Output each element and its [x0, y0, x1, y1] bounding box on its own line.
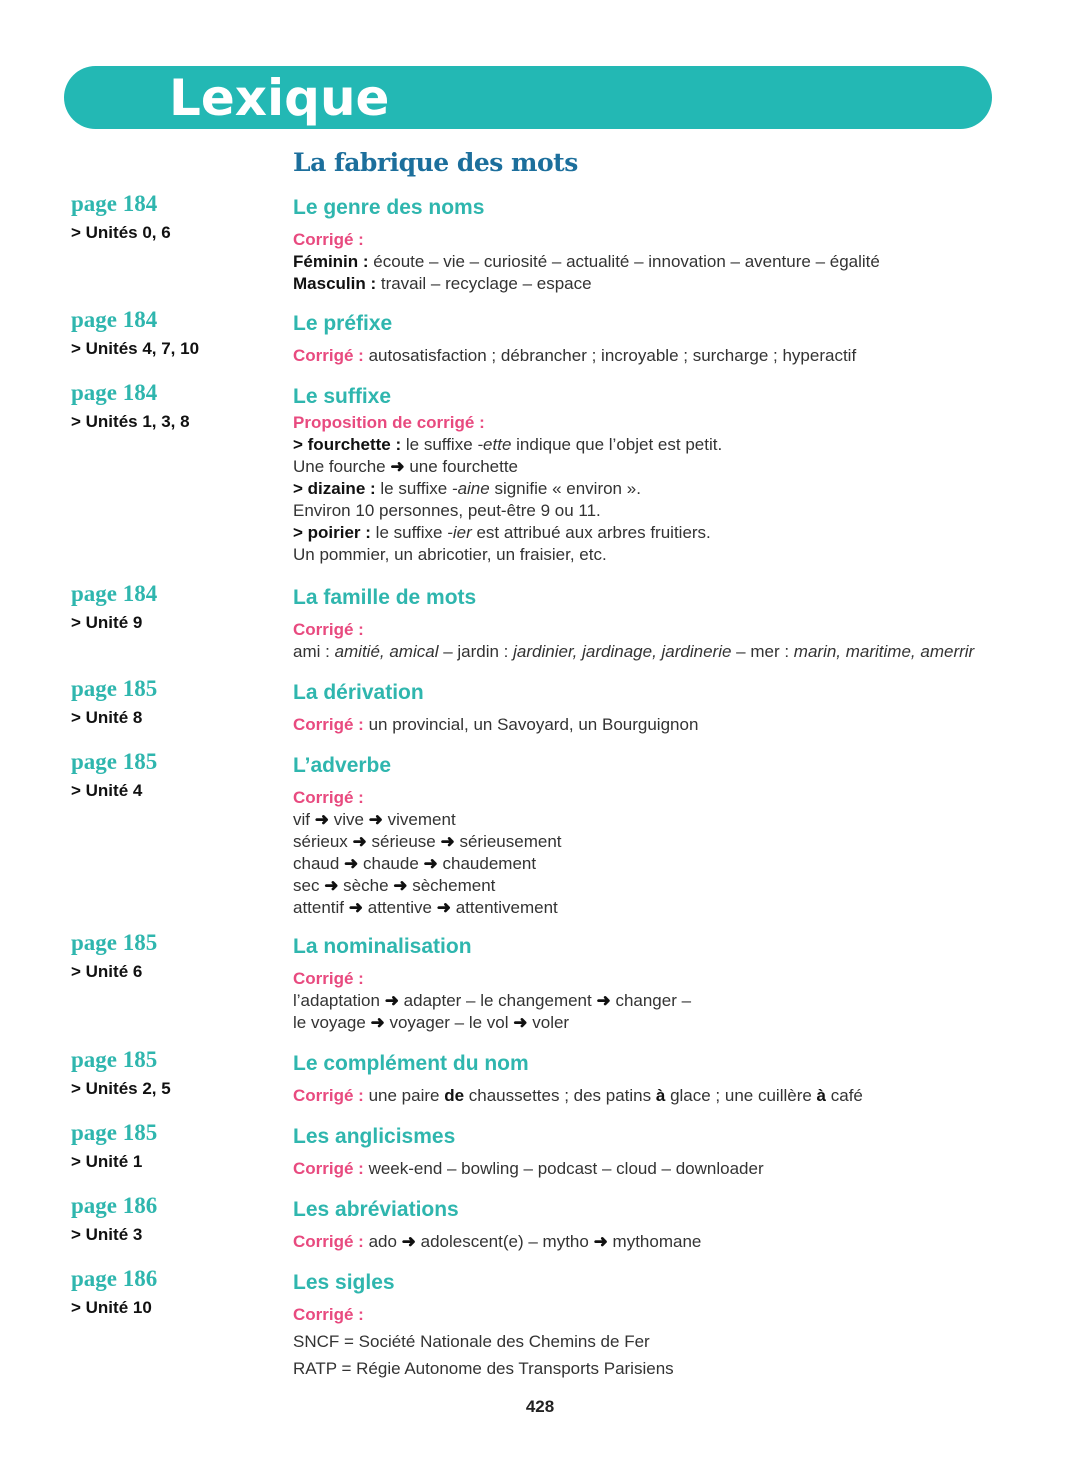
answer-text: sérieusement	[454, 832, 562, 851]
exercise-title: Les sigles	[293, 1271, 395, 1294]
answer-text: le voyage	[293, 1013, 371, 1032]
answer-text: – mer :	[731, 642, 794, 661]
exercise-content	[293, 1270, 1033, 1380]
answer-text: travail – recyclage – espace	[376, 274, 592, 293]
corrige-label: Corrigé :	[293, 230, 364, 249]
page-reference: page 186	[71, 1266, 158, 1291]
answer-line	[293, 1304, 1033, 1326]
answer-text: le suffixe	[401, 435, 478, 454]
answer-line	[293, 619, 1033, 641]
answer-text: attentif	[293, 898, 349, 917]
page-number: 428	[525, 1397, 555, 1416]
exercise-content	[293, 1197, 1033, 1253]
exercise-title: Le préfixe	[293, 312, 393, 335]
answer-line	[293, 714, 1033, 736]
answer-line	[293, 990, 1033, 1012]
corrige-label: Corrigé :	[293, 1232, 364, 1251]
page-reference: page 185	[71, 749, 158, 774]
arrow-icon: ➜	[390, 457, 405, 476]
answer-text: attentive	[363, 898, 437, 917]
answer-text: voyager – le vol	[384, 1013, 514, 1032]
arrow-icon: ➜	[401, 1232, 416, 1251]
corrige-label: Corrigé :	[293, 1159, 364, 1178]
answer-line	[293, 787, 1033, 809]
units-reference: > Unité 3	[71, 1225, 143, 1244]
answer-text: -ette	[477, 435, 512, 454]
answer-body	[293, 714, 1033, 736]
exercise-content	[293, 585, 1033, 663]
exercise-content	[293, 384, 1033, 566]
page-reference: page 184	[71, 191, 158, 216]
exercise-title: Le complément du nom	[293, 1052, 529, 1075]
answer-line	[293, 1085, 1033, 1107]
answer-line	[293, 544, 1033, 566]
answer-line	[293, 412, 1033, 434]
answer-text: une fourchette	[404, 457, 519, 476]
answer-text: Féminin :	[293, 252, 369, 271]
answer-text: est attribué aux arbres fruitiers.	[471, 523, 711, 542]
answer-line	[293, 434, 1033, 456]
exercise-content	[293, 311, 1033, 367]
corrige-label: Corrigé :	[293, 1305, 364, 1324]
answer-line	[293, 853, 1033, 875]
answer-line	[293, 875, 1033, 897]
answer-body	[293, 412, 1033, 566]
answer-body	[293, 345, 1033, 367]
answer-text: le suffixe	[370, 523, 448, 542]
answer-body	[293, 229, 1033, 295]
answer-text: Masculin :	[293, 274, 377, 293]
units-reference: > Unité 9	[71, 613, 143, 632]
answer-text: adapter – le changement	[398, 991, 597, 1010]
answer-text: autosatisfaction ; débrancher ; incroyable ; surcharge ; hyperactif	[363, 346, 857, 365]
answer-text: marin, maritime, amerrir	[793, 642, 975, 661]
answer-text: -ier	[447, 523, 472, 542]
arrow-icon: ➜	[352, 832, 367, 851]
answer-text: > poirier :	[293, 523, 371, 542]
answer-text: écoute – vie – curiosité – actualité – innovation – aventure – égalité	[368, 252, 880, 271]
units-reference: > Unités 2, 5	[71, 1079, 171, 1098]
corrige-label: Corrigé :	[293, 1086, 364, 1105]
answer-line	[293, 809, 1033, 831]
page-reference: page 185	[71, 1047, 158, 1072]
answer-text: – jardin :	[438, 642, 514, 661]
arrow-icon: ➜	[368, 810, 383, 829]
answer-text: à	[816, 1086, 827, 1105]
exercise-content	[293, 195, 1033, 295]
answer-line	[293, 478, 1033, 500]
units-reference: > Unité 6	[71, 962, 143, 981]
answer-text: changer –	[610, 991, 692, 1010]
units-reference: > Unités 4, 7, 10	[71, 339, 200, 358]
answer-text: signifie « environ ».	[489, 479, 641, 498]
exercise-title: L’adverbe	[293, 754, 392, 777]
answer-line	[293, 1158, 1033, 1180]
arrow-icon: ➜	[370, 1013, 385, 1032]
answer-text: un provincial, un Savoyard, un Bourguignon	[363, 715, 699, 734]
arrow-icon: ➜	[440, 832, 455, 851]
arrow-icon: ➜	[344, 854, 359, 873]
page-reference: page 184	[71, 581, 158, 606]
answer-text: vive	[328, 810, 369, 829]
page-reference: page 185	[71, 930, 158, 955]
answer-text: sérieuse	[366, 832, 441, 851]
answer-text: > dizaine :	[293, 479, 376, 498]
units-reference: > Unité 10	[71, 1298, 152, 1317]
exercise-content	[293, 934, 1033, 1034]
arrow-icon: ➜	[314, 810, 329, 829]
units-reference: > Unités 0, 6	[71, 223, 171, 242]
answer-text: Environ 10 personnes, peut-être 9 ou 11.	[293, 501, 601, 520]
exercise-title: Les abréviations	[293, 1198, 459, 1221]
answer-text: jardinier, jardinage, jardinerie	[513, 642, 732, 661]
page-reference: page 185	[71, 1120, 158, 1145]
corrige-label: Corrigé :	[293, 346, 364, 365]
answer-text: mythomane	[607, 1232, 702, 1251]
exercise-content	[293, 1051, 1033, 1107]
corrige-label: Corrigé :	[293, 788, 364, 807]
answer-body	[293, 1231, 1033, 1253]
answer-body	[293, 1304, 1033, 1380]
answer-text: amitié, amical	[334, 642, 439, 661]
answer-line	[293, 273, 1033, 295]
answer-text: adolescent(e) – mytho	[415, 1232, 594, 1251]
answer-text: ami :	[293, 642, 335, 661]
answer-text: sec	[293, 876, 325, 895]
exercise-title: La nominalisation	[293, 935, 472, 958]
answer-text: sèchement	[407, 876, 496, 895]
answer-body	[293, 968, 1033, 1034]
answer-text: vif	[293, 810, 315, 829]
answer-text: sérieux	[293, 832, 353, 851]
corrige-label: Proposition de corrigé :	[293, 413, 485, 432]
answer-text: voler	[527, 1013, 570, 1032]
answer-text: l’adaptation	[293, 991, 385, 1010]
answer-line	[293, 897, 1033, 919]
arrow-icon: ➜	[393, 876, 408, 895]
page-reference: page 184	[71, 380, 158, 405]
exercise-content	[293, 680, 1033, 736]
arrow-icon: ➜	[348, 898, 364, 917]
answer-line	[293, 641, 1033, 663]
page-reference: page 185	[71, 676, 158, 701]
arrow-icon: ➜	[384, 991, 399, 1010]
answer-line	[293, 1231, 1033, 1253]
exercise-content	[293, 753, 1033, 919]
units-reference: > Unité 8	[71, 708, 143, 727]
answer-body	[293, 787, 1033, 919]
arrow-icon: ➜	[436, 898, 451, 917]
page-reference: page 184	[71, 307, 158, 332]
answer-text: glace ; une cuillère	[665, 1086, 817, 1105]
answer-text: Une fourche	[293, 457, 391, 476]
answer-text: sèche	[338, 876, 394, 895]
answer-line	[293, 251, 1033, 273]
answer-line	[293, 456, 1033, 478]
answer-text: une paire	[363, 1086, 445, 1105]
answer-text: vivement	[382, 810, 456, 829]
exercise-title: Le suffixe	[293, 385, 392, 408]
answer-text: chaussettes ; des patins	[464, 1086, 656, 1105]
answer-text: ado	[363, 1232, 402, 1251]
units-reference: > Unités 1, 3, 8	[71, 412, 190, 431]
answer-text: à	[655, 1086, 666, 1105]
corrige-label: Corrigé :	[293, 969, 364, 988]
answer-body	[293, 619, 1033, 663]
answer-line	[293, 345, 1033, 367]
answer-line	[293, 1012, 1033, 1034]
answer-text: > fourchette :	[293, 435, 402, 454]
answer-text: chaud	[293, 854, 345, 873]
answer-text: RATP = Régie Autonome des Transports Parisiens	[293, 1359, 674, 1378]
exercise-content	[293, 1124, 1033, 1180]
answer-text: -aine	[451, 479, 490, 498]
answer-line	[293, 229, 1033, 251]
answer-text: chaude	[358, 854, 424, 873]
units-reference: > Unité 4	[71, 781, 143, 800]
chapter-title: Lexique	[169, 69, 390, 127]
answer-text: attentivement	[450, 898, 558, 917]
arrow-icon: ➜	[423, 854, 438, 873]
answer-text: indique que l’objet est petit.	[511, 435, 723, 454]
answer-line	[293, 831, 1033, 853]
section-subtitle: La fabrique des mots	[293, 148, 578, 177]
answer-body	[293, 1085, 1033, 1107]
exercise-title: Les anglicismes	[293, 1125, 456, 1148]
exercise-title: La famille de mots	[293, 586, 477, 609]
answer-text: le suffixe	[375, 479, 452, 498]
answer-text: chaudement	[437, 854, 537, 873]
exercise-title: La dérivation	[293, 681, 424, 704]
answer-text: Un pommier, un abricotier, un fraisier, etc.	[293, 545, 607, 564]
arrow-icon: ➜	[513, 1013, 528, 1032]
corrige-label: Corrigé :	[293, 715, 364, 734]
answer-body	[293, 1158, 1033, 1180]
arrow-icon: ➜	[324, 876, 339, 895]
answer-text: de	[444, 1086, 465, 1105]
page-reference: page 186	[71, 1193, 158, 1218]
units-reference: > Unité 1	[71, 1152, 143, 1171]
answer-line	[293, 522, 1033, 544]
answer-text: week-end – bowling – podcast – cloud – downloader	[363, 1159, 764, 1178]
answer-line	[293, 968, 1033, 990]
answer-line	[293, 1358, 1033, 1380]
answer-text: café	[826, 1086, 863, 1105]
answer-text: SNCF = Société Nationale des Chemins de Fer	[293, 1332, 650, 1351]
answer-line	[293, 500, 1033, 522]
exercise-title: Le genre des noms	[293, 196, 485, 219]
answer-line	[293, 1331, 1033, 1353]
corrige-label: Corrigé :	[293, 620, 364, 639]
arrow-icon: ➜	[593, 1232, 608, 1251]
arrow-icon: ➜	[596, 991, 611, 1010]
section-banner	[64, 66, 992, 129]
